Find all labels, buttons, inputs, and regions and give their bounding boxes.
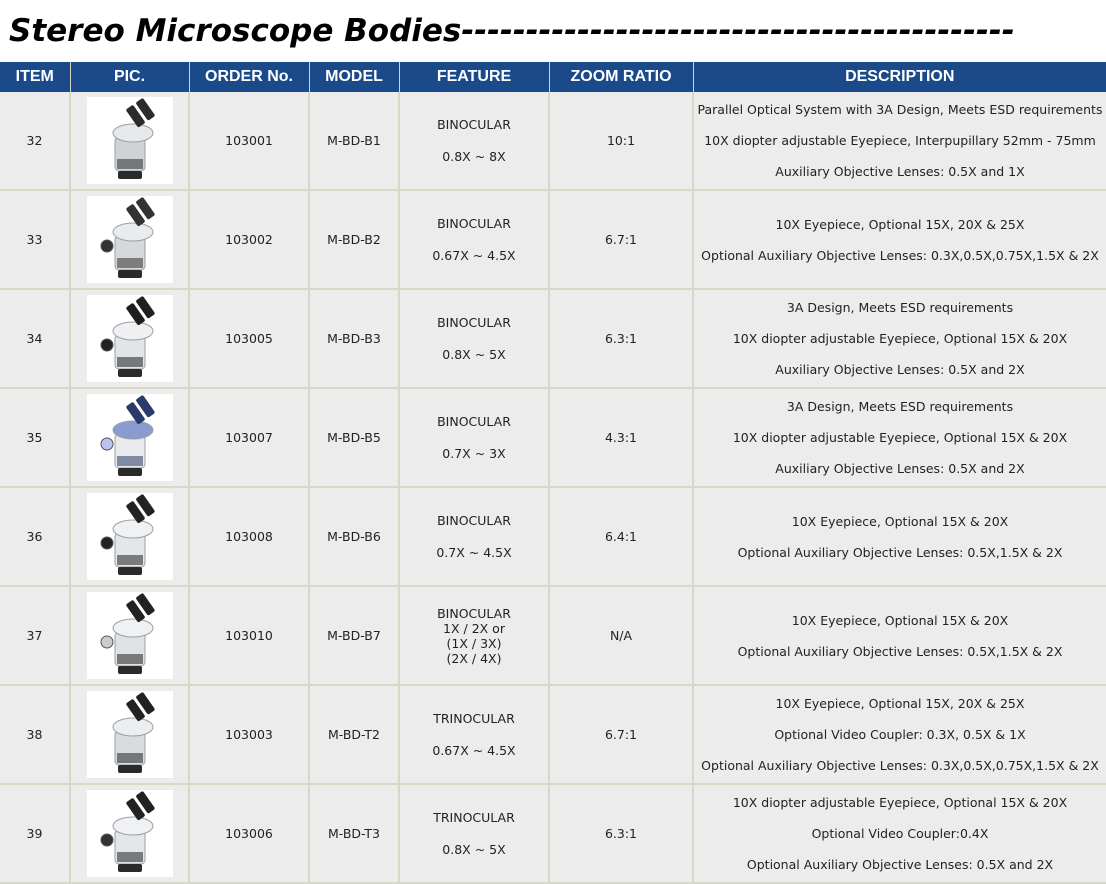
cell-pic [70, 388, 189, 487]
description-line: Auxiliary Objective Lenses: 0.5X and 2X [775, 362, 1025, 377]
cell-description [693, 586, 1106, 685]
description-line: 10X diopter adjustable Eyepiece, Optional 15X & 20X [732, 430, 1068, 445]
cell-description [693, 92, 1106, 190]
description-line: Optional Auxiliary Objective Lenses: 0.5X,1.5X & 2X [737, 643, 1063, 659]
description-line: 10X diopter adjustable Eyepiece, Optional 15X & 20X [732, 331, 1068, 346]
cell-item: 36 [0, 487, 70, 586]
feature-line [400, 132, 548, 149]
feature-line: 1X / 2X or [443, 620, 505, 636]
microscope-body-image [87, 295, 173, 382]
cell-pic [70, 784, 189, 883]
feature-line [400, 825, 548, 842]
header-pic: PIC. [70, 62, 189, 92]
cell-pic [70, 190, 189, 289]
header-zoom-ratio: ZOOM RATIO [549, 62, 693, 92]
table-row [0, 388, 1106, 487]
cell-zoom-ratio: 6.7:1 [549, 190, 693, 289]
description-line: Optional Auxiliary Objective Lenses: 0.5X and 2X [746, 857, 1054, 872]
feature-line [400, 429, 548, 446]
cell-model: M-BD-B6 [309, 487, 399, 586]
cell-item: 32 [0, 92, 70, 190]
cell-item: 34 [0, 289, 70, 388]
feature-line: BINOCULAR [437, 315, 511, 330]
header-order-no: ORDER No. [189, 62, 309, 92]
cell-zoom-ratio: 6.3:1 [549, 784, 693, 883]
description-line: Optional Video Coupler: 0.3X, 0.5X & 1X [774, 727, 1026, 742]
cell-item: 33 [0, 190, 70, 289]
cell-description [693, 190, 1106, 289]
cell-feature [399, 784, 549, 883]
description-line: Optional Auxiliary Objective Lenses: 0.3X,0.5X,0.75X,1.5X & 2X [701, 758, 1099, 773]
description-line: 10X Eyepiece, Optional 15X & 20X [791, 612, 1009, 628]
cell-zoom-ratio: 4.3:1 [549, 388, 693, 487]
table-header-row [0, 62, 1106, 92]
feature-line: BINOCULAR [437, 414, 511, 429]
cell-feature [399, 685, 549, 784]
microscope-body-image [87, 196, 173, 283]
cell-order-no: 103002 [189, 190, 309, 289]
cell-order-no: 103007 [189, 388, 309, 487]
cell-feature [399, 92, 549, 190]
page-title: Stereo Microscope Bodies------------------------------------------- [9, 13, 1015, 49]
cell-pic [70, 289, 189, 388]
feature-line: 0.7X ~ 3X [442, 446, 506, 461]
cell-model: M-BD-T2 [309, 685, 399, 784]
cell-pic [70, 685, 189, 784]
table-row [0, 92, 1106, 190]
table-row [0, 190, 1106, 289]
cell-feature [399, 586, 549, 685]
description-line: 10X Eyepiece, Optional 15X, 20X & 25X [775, 696, 1025, 711]
description-line: Optional Auxiliary Objective Lenses: 0.5X,1.5X & 2X [737, 544, 1063, 560]
cell-feature [399, 190, 549, 289]
cell-order-no: 103008 [189, 487, 309, 586]
product-table [0, 62, 1106, 884]
microscope-body-image [87, 97, 173, 184]
feature-line: BINOCULAR [437, 605, 511, 621]
feature-line: 0.8X ~ 5X [442, 347, 506, 362]
cell-zoom-ratio: 6.7:1 [549, 685, 693, 784]
description-line: 10X Eyepiece, Optional 15X, 20X & 25X [775, 216, 1025, 232]
table-row [0, 289, 1106, 388]
cell-order-no: 103005 [189, 289, 309, 388]
description-line: 10X diopter adjustable Eyepiece, Interpupillary 52mm - 75mm [704, 133, 1096, 148]
microscope-body-image [87, 790, 173, 877]
feature-line [400, 726, 548, 743]
feature-line: (2X / 4X) [446, 650, 502, 666]
cell-zoom-ratio: N/A [549, 586, 693, 685]
feature-line: 0.7X ~ 4.5X [436, 545, 512, 560]
table-row [0, 685, 1106, 784]
description-line: Optional Video Coupler:0.4X [811, 826, 989, 841]
feature-line [400, 330, 548, 347]
header-feature: FEATURE [399, 62, 549, 92]
cell-model: M-BD-B5 [309, 388, 399, 487]
description-line: Parallel Optical System with 3A Design, Meets ESD requirements [697, 102, 1103, 117]
cell-feature [399, 388, 549, 487]
cell-model: M-BD-B3 [309, 289, 399, 388]
description-line: 10X diopter adjustable Eyepiece, Optional 15X & 20X [732, 795, 1068, 810]
description-line: Auxiliary Objective Lenses: 0.5X and 1X [775, 164, 1025, 179]
feature-line: TRINOCULAR [433, 810, 515, 825]
cell-zoom-ratio: 10:1 [549, 92, 693, 190]
feature-line: TRINOCULAR [433, 711, 515, 726]
cell-description [693, 784, 1106, 883]
microscope-body-image [87, 493, 173, 580]
header-description: DESCRIPTION [693, 62, 1106, 92]
description-line: 3A Design, Meets ESD requirements [786, 300, 1014, 315]
feature-line: BINOCULAR [437, 117, 511, 132]
feature-line: 0.8X ~ 5X [442, 842, 506, 857]
feature-line: 0.67X ~ 4.5X [432, 743, 516, 758]
cell-item: 39 [0, 784, 70, 883]
cell-pic [70, 92, 189, 190]
description-line: 3A Design, Meets ESD requirements [786, 399, 1014, 414]
cell-model: M-BD-T3 [309, 784, 399, 883]
cell-item: 35 [0, 388, 70, 487]
cell-order-no: 103001 [189, 92, 309, 190]
cell-zoom-ratio: 6.3:1 [549, 289, 693, 388]
cell-description [693, 685, 1106, 784]
description-line: 10X Eyepiece, Optional 15X & 20X [791, 513, 1009, 529]
cell-item: 38 [0, 685, 70, 784]
feature-line: BINOCULAR [437, 513, 511, 528]
description-line: Auxiliary Objective Lenses: 0.5X and 2X [775, 461, 1025, 476]
cell-item: 37 [0, 586, 70, 685]
description-line: Optional Auxiliary Objective Lenses: 0.3X,0.5X,0.75X,1.5X & 2X [701, 247, 1099, 263]
feature-line: (1X / 3X) [446, 635, 502, 651]
cell-model: M-BD-B1 [309, 92, 399, 190]
microscope-body-image [87, 691, 173, 778]
table-row [0, 586, 1106, 685]
feature-line [400, 528, 548, 545]
cell-pic [70, 586, 189, 685]
cell-description [693, 487, 1106, 586]
cell-order-no: 103006 [189, 784, 309, 883]
microscope-body-image [87, 394, 173, 481]
feature-line: 0.8X ~ 8X [442, 149, 506, 164]
cell-pic [70, 487, 189, 586]
feature-line: BINOCULAR [437, 216, 511, 231]
cell-order-no: 103003 [189, 685, 309, 784]
cell-order-no: 103010 [189, 586, 309, 685]
feature-line [400, 231, 548, 248]
header-item: ITEM [0, 62, 70, 92]
cell-model: M-BD-B7 [309, 586, 399, 685]
cell-feature [399, 289, 549, 388]
table-row [0, 487, 1106, 586]
feature-line: 0.67X ~ 4.5X [432, 248, 516, 263]
cell-description [693, 289, 1106, 388]
cell-description [693, 388, 1106, 487]
cell-model: M-BD-B2 [309, 190, 399, 289]
header-model: MODEL [309, 62, 399, 92]
cell-feature [399, 487, 549, 586]
table-row [0, 784, 1106, 883]
microscope-body-image [87, 592, 173, 679]
cell-zoom-ratio: 6.4:1 [549, 487, 693, 586]
